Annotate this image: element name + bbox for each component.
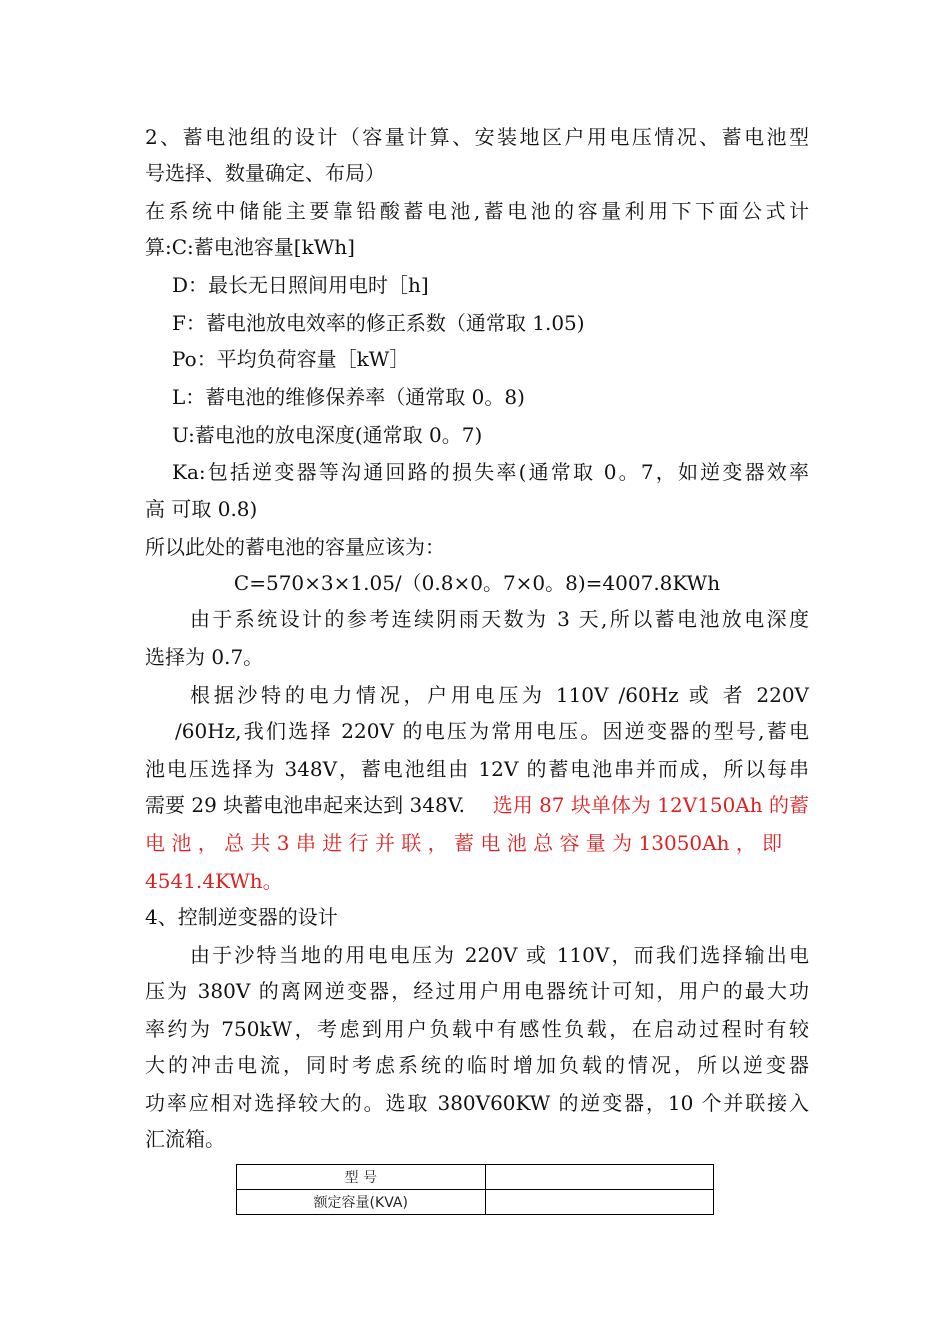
inverter-spec-table	[236, 1164, 714, 1215]
text-line: 号选择、数量确定、布局）	[145, 161, 385, 185]
paragraph-line: 由于系统设计的参考连续阴雨天数为 3 天,所以蓄电池放电深度	[190, 607, 809, 631]
highlight-text-line: 电 池 ， 总 共 3 串 进 行 并 联 ， 蓄 电 池 总 容 量 为 13050Ah ， 即	[145, 831, 783, 855]
paragraph-line: 选择为 0.7。	[145, 645, 264, 669]
param-u: U:蓄电池的放电深度(通常取 0。7)	[172, 423, 483, 447]
param-d: D：最长无日照间用电时［h]	[172, 273, 429, 297]
param-l: L：蓄电池的维修保养率（通常取 0。8)	[172, 385, 525, 409]
paragraph-line: 根据沙特的电力情况，户用电压为 110V /60Hz 或 者 220V	[190, 683, 809, 707]
normal-text: 需要 29 块蓄电池串起来达到 348V.	[145, 793, 465, 817]
paragraph-line-mixed	[145, 790, 809, 820]
paragraph-line: 率约为 750kW，考虑到用户负载中有感性负载，在启动过程时有较	[145, 1017, 809, 1041]
table-cell-capacity-value	[485, 1190, 713, 1215]
param-f: F：蓄电池放电效率的修正系数（通常取 1.05)	[172, 311, 585, 335]
text-line: 高 可取 0.8)	[145, 497, 258, 521]
paragraph-line: 由于沙特当地的用电电压为 220V 或 110V，而我们选择输出电	[190, 943, 809, 967]
paragraph-line: 大的冲击电流，同时考虑系统的临时增加负载的情况，所以逆变器	[145, 1053, 809, 1077]
table-row	[237, 1165, 714, 1190]
param-po: Po：平均负荷容量［kW］	[172, 347, 410, 371]
table-cell-capacity-label: 额定容量(KVA)	[237, 1190, 486, 1215]
paragraph-line: 压为 380V 的离网逆变器，经过用户用电器统计可知，用户的最大功	[145, 979, 809, 1003]
text-line: 在系统中储能主要靠铅酸蓄电池,蓄电池的容量利用下下面公式计	[145, 199, 809, 223]
text-line: 所以此处的蓄电池的容量应该为：	[145, 535, 445, 559]
paragraph-line: 池电压选择为 348V，蓄电池组由 12V 的蓄电池串并而成，所以每串	[145, 757, 809, 781]
param-ka: Ka:包括逆变器等沟通回路的损失率(通常取 0。7，如逆变器效率	[172, 460, 809, 484]
paragraph-line: /60Hz,我们选择 220V 的电压为常用电压。因逆变器的型号,蓄电	[175, 719, 809, 743]
table-row	[237, 1190, 714, 1215]
heading-battery-design: 2、蓄电池组的设计（容量计算、安装地区户用电压情况、蓄电池型	[145, 125, 809, 149]
heading-inverter-design: 4、控制逆变器的设计	[145, 905, 338, 929]
highlight-text-line: 4541.4KWh。	[145, 869, 283, 893]
capacity-formula: C=570×3×1.05/（0.8×0。7×0。8)=4007.8KWh	[233, 571, 721, 595]
table-cell-model-label: 型 号	[237, 1165, 486, 1190]
paragraph-line: 功率应相对选择较大的。选取 380V60KW 的逆变器，10 个并联接入	[145, 1091, 809, 1115]
highlight-text: 选用 87 块单体为 12V150Ah 的蓄	[492, 793, 809, 817]
table-cell-model-value	[485, 1165, 713, 1190]
paragraph-line: 汇流箱。	[145, 1127, 225, 1151]
text-line: 算:C:蓄电池容量[kWh]	[145, 235, 355, 259]
